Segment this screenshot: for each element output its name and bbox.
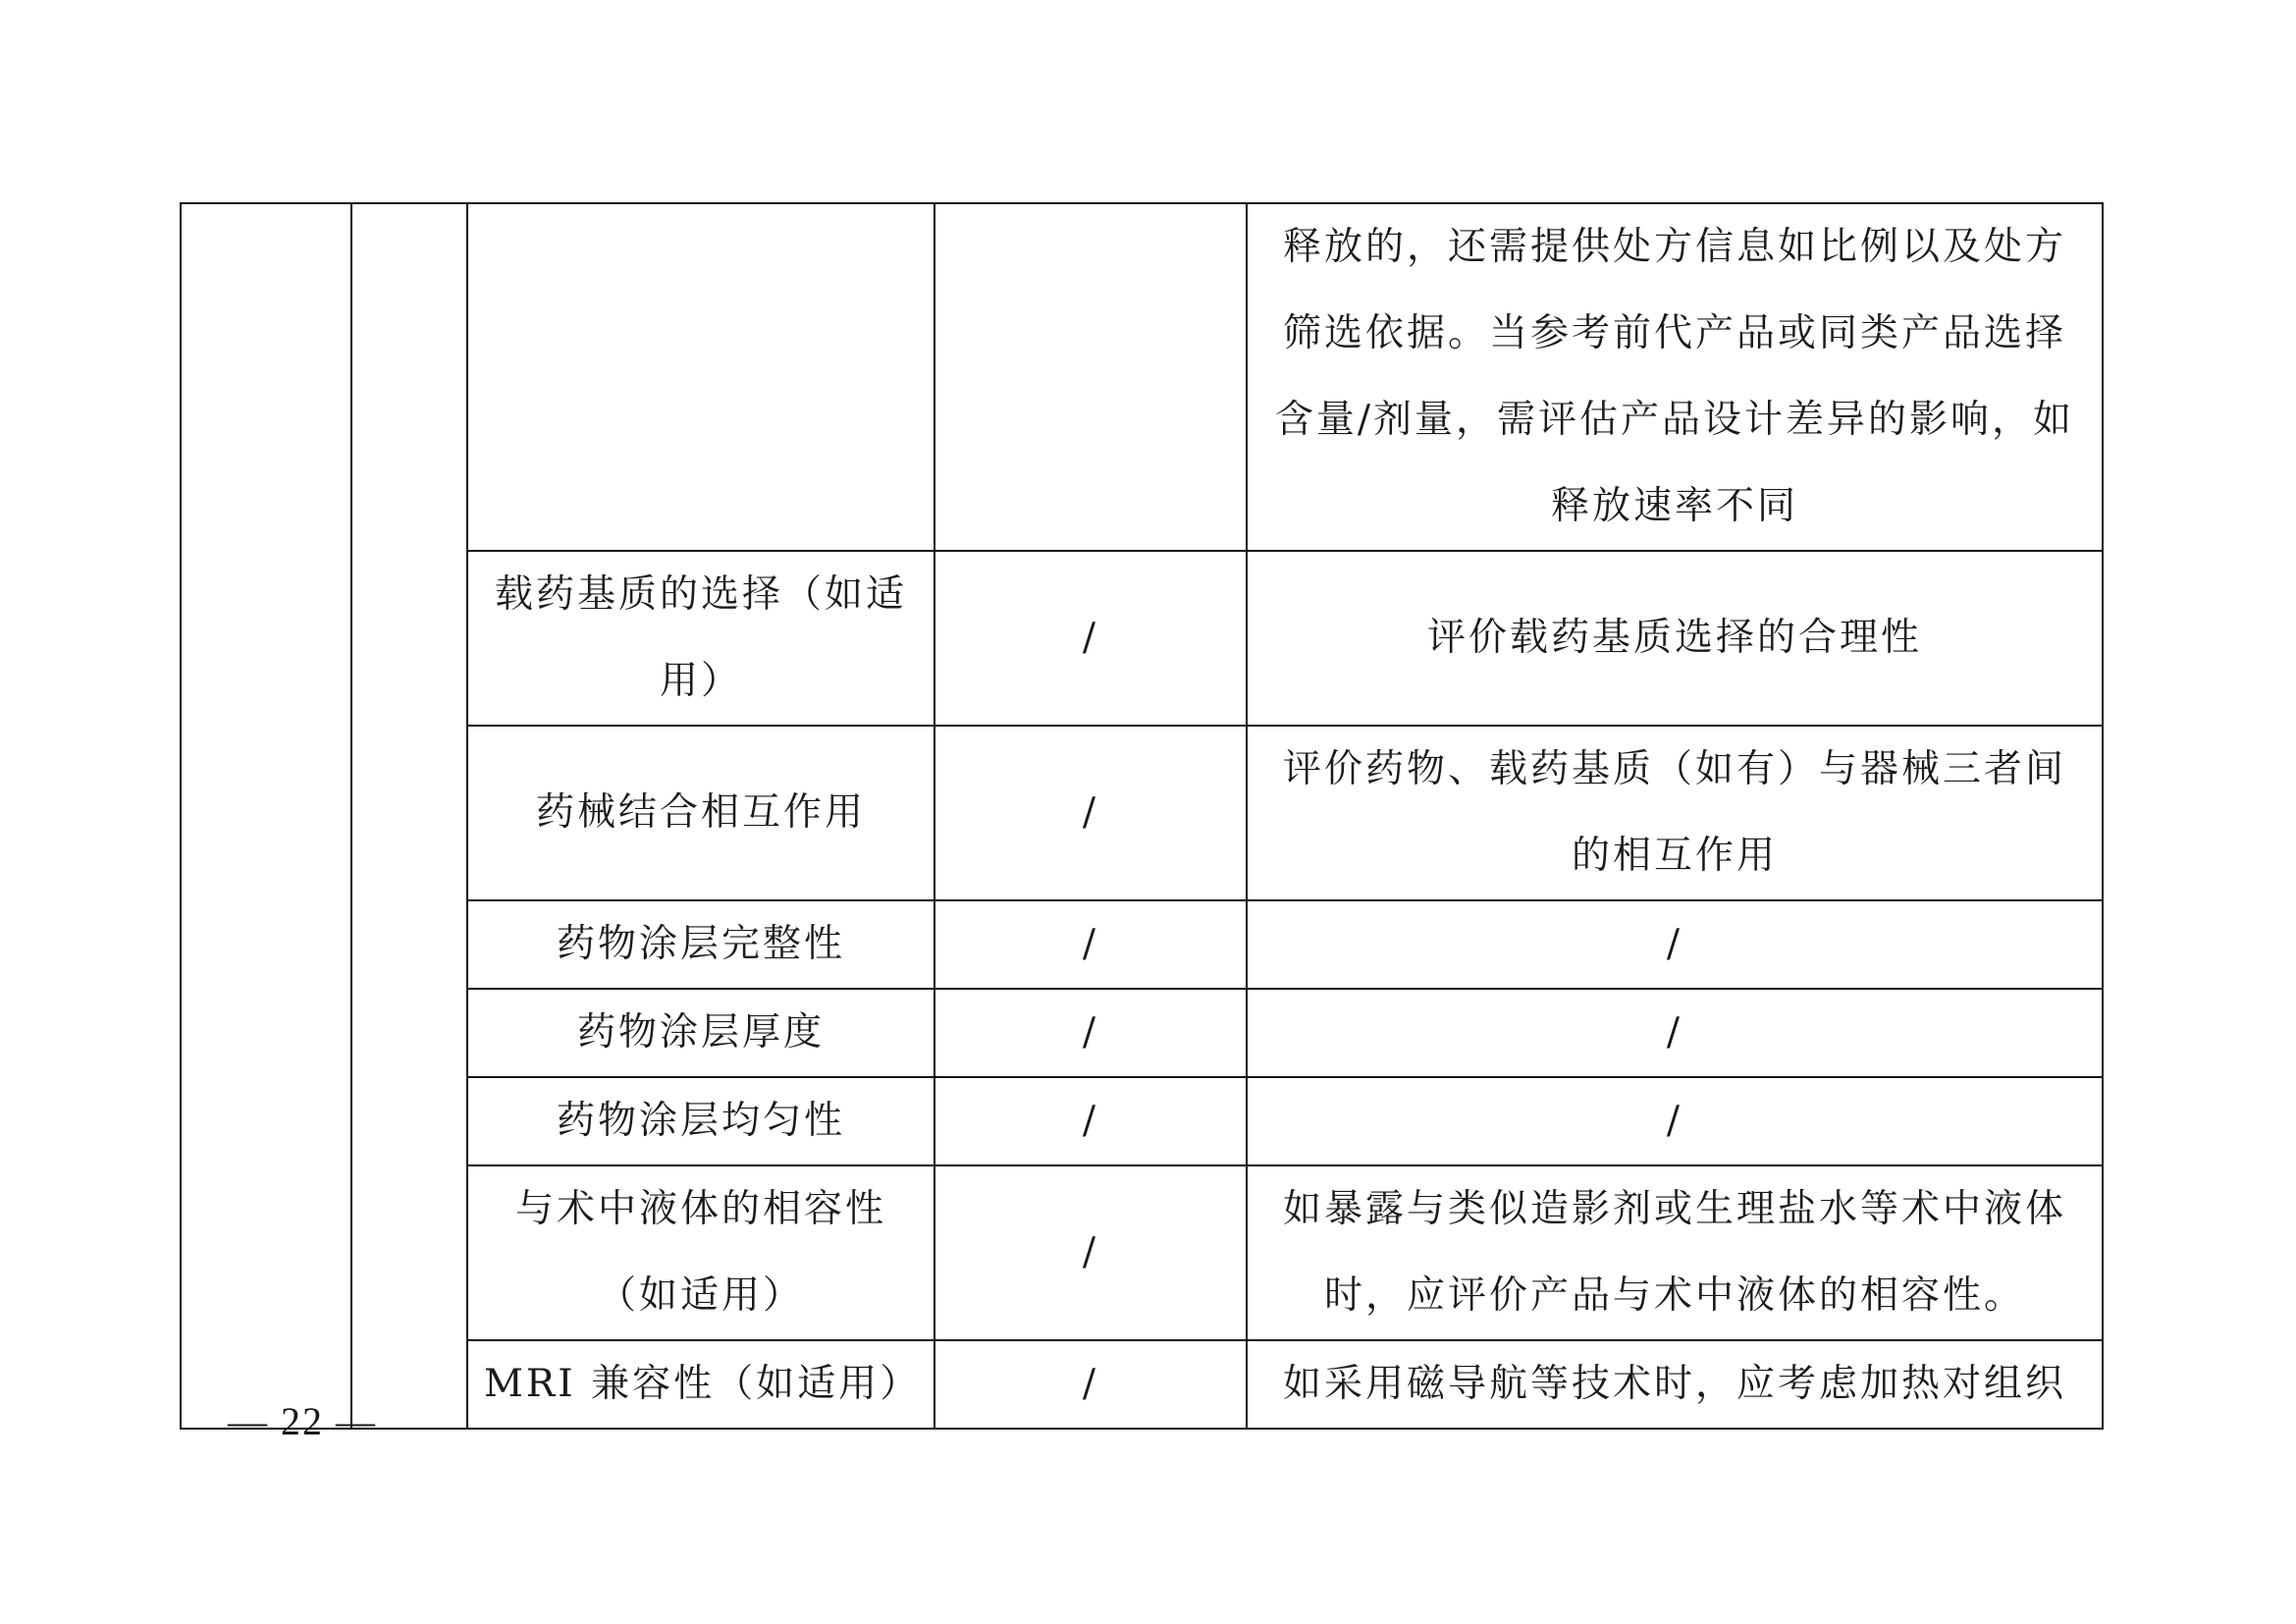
item-cell: 药械结合相互作用 xyxy=(467,726,934,900)
value-cell: / xyxy=(934,900,1247,989)
item-cell: 载药基质的选择（如适用） xyxy=(467,551,934,726)
value-cell: / xyxy=(934,1340,1247,1429)
note-cell: / xyxy=(1247,900,2103,989)
table-row xyxy=(181,1077,2103,1165)
requirements-table xyxy=(180,202,2104,1430)
table-row xyxy=(181,900,2103,989)
note-cell: / xyxy=(1247,1077,2103,1165)
value-cell: / xyxy=(934,1077,1247,1165)
value-cell: / xyxy=(934,1165,1247,1340)
item-cell: MRI 兼容性（如适用） xyxy=(467,1340,934,1429)
item-cell xyxy=(467,203,934,551)
item-cell: 与术中液体的相容性（如适用） xyxy=(467,1165,934,1340)
note-cell: 评价药物、载药基质（如有）与器械三者间的相互作用 xyxy=(1247,726,2103,900)
table-row xyxy=(181,726,2103,900)
note-cell: 如采用磁导航等技术时，应考虑加热对组织 xyxy=(1247,1340,2103,1429)
note-cell: 如暴露与类似造影剂或生理盐水等术中液体时，应评价产品与术中液体的相容性。 xyxy=(1247,1165,2103,1340)
note-cell: 评价载药基质选择的合理性 xyxy=(1247,551,2103,726)
item-cell: 药物涂层厚度 xyxy=(467,989,934,1077)
value-cell: / xyxy=(934,726,1247,900)
item-cell: 药物涂层完整性 xyxy=(467,900,934,989)
table-row xyxy=(181,1165,2103,1340)
table-row xyxy=(181,203,2103,551)
note-cell: / xyxy=(1247,989,2103,1077)
note-cell: 释放的，还需提供处方信息如比例以及处方筛选依据。当参考前代产品或同类产品选择含量/剂量，需评估产品设计差异的影响，如释放速率不同 xyxy=(1247,203,2103,551)
category-cell xyxy=(181,203,351,1429)
page-number: — 22 — xyxy=(228,1399,377,1443)
subcategory-cell xyxy=(351,203,467,1429)
value-cell: / xyxy=(934,989,1247,1077)
table-row xyxy=(181,1340,2103,1429)
value-cell xyxy=(934,203,1247,551)
value-cell: / xyxy=(934,551,1247,726)
table-row xyxy=(181,989,2103,1077)
item-cell: 药物涂层均匀性 xyxy=(467,1077,934,1165)
table-row xyxy=(181,551,2103,726)
